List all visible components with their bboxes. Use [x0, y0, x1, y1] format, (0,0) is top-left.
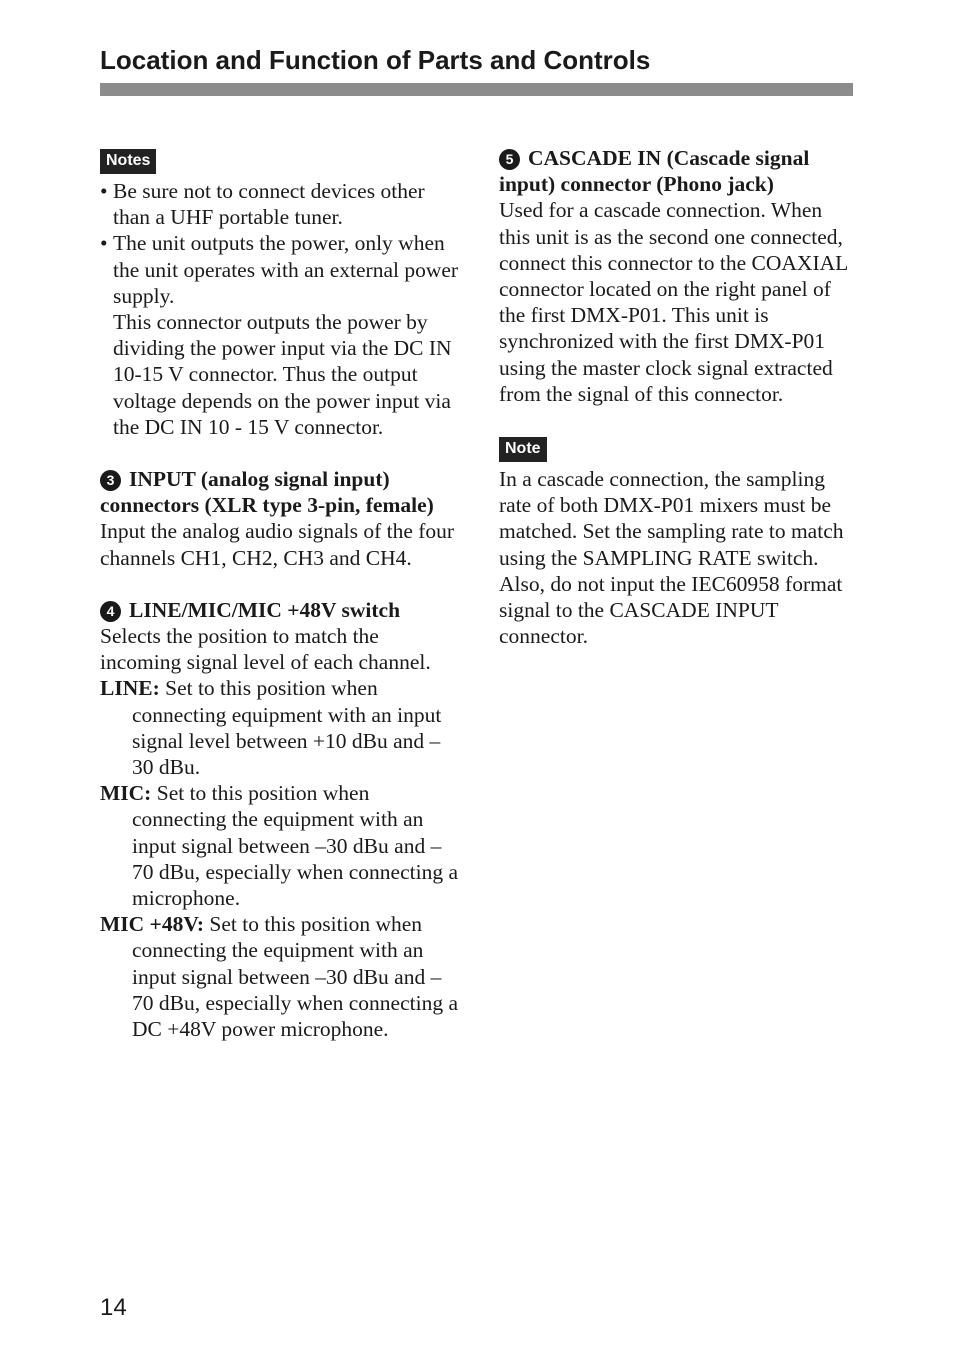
number-5-icon: 5: [499, 149, 520, 170]
item-3-heading: [100, 466, 460, 518]
header-rule: [100, 83, 853, 96]
item-3-section: [100, 466, 460, 571]
page-number: 14: [100, 1294, 127, 1321]
option-desc: Set to this position when connecting equipment with an input signal level between +10 dBu and –30 dBu.: [132, 676, 442, 780]
item-5-title: CASCADE IN (Cascade signal input) connector (Phono jack): [499, 146, 810, 197]
item-5-heading: [499, 145, 855, 197]
number-3-icon: 3: [100, 470, 121, 491]
right-column: [499, 145, 855, 649]
note-label: Note: [499, 437, 547, 462]
note-section: [499, 433, 855, 649]
item-4-body: Selects the position to match the incoming signal level of each channel.: [100, 624, 431, 675]
note-continuation: This connector outputs the power by dividing the power input via the DC IN 10-15 V connector. Thus the output voltage depends on the power input via the DC IN 10 - 15 V connector.: [113, 310, 452, 439]
item-4-heading: [100, 597, 460, 623]
note-item: • Be sure not to connect devices other than a UHF portable tuner.: [100, 178, 460, 230]
option-term: MIC +48V:: [100, 912, 205, 937]
item-4-section: [100, 597, 460, 1042]
number-4-icon: 4: [100, 601, 121, 622]
option-term: MIC:: [100, 781, 152, 806]
item-5-body: Used for a cascade connection. When this unit is as the second one connected, connect this connector to the COAXIAL connector located on the right panel of the first DMX-P01. This unit is synchronized with the first DMX-P01 using the master clock signal extracted from the signal of this connector.: [499, 198, 848, 406]
item-4-title: LINE/MIC/MIC +48V switch: [129, 597, 401, 622]
note-body: Also, do not input the IEC60958 format signal to the CASCADE INPUT connector.: [499, 571, 843, 649]
notes-label: Notes: [100, 149, 156, 174]
option-mic: [100, 780, 460, 911]
item-3-body: Input the analog audio signals of the four channels CH1, CH2, CH3 and CH4.: [100, 519, 455, 570]
option-line: [100, 675, 460, 780]
item-3-title: INPUT (analog signal input) connectors (XLR type 3-pin, female): [100, 467, 434, 518]
note-item: • The unit outputs the power, only when the unit operates with an external power supply.: [100, 230, 460, 309]
page-title: Location and Function of Parts and Controls: [100, 45, 651, 75]
notes-list: [100, 178, 460, 309]
option-desc: Set to this position when connecting the equipment with an input signal between –30 dBu and –70 dBu, especially when connecting a DC +48V power microphone.: [132, 912, 458, 1042]
option-term: LINE:: [100, 676, 160, 701]
option-desc: Set to this position when connecting the equipment with an input signal between –30 dBu and –70 dBu, especially when connecting a microphone.: [132, 781, 458, 911]
note-body: In a cascade connection, the sampling rate of both DMX-P01 mixers must be matched. Set the sampling rate to match using the SAMPLING RATE switch.: [499, 467, 844, 570]
item-5-section: [499, 145, 855, 407]
option-mic-48v: [100, 911, 460, 1042]
left-column: [100, 145, 460, 1042]
